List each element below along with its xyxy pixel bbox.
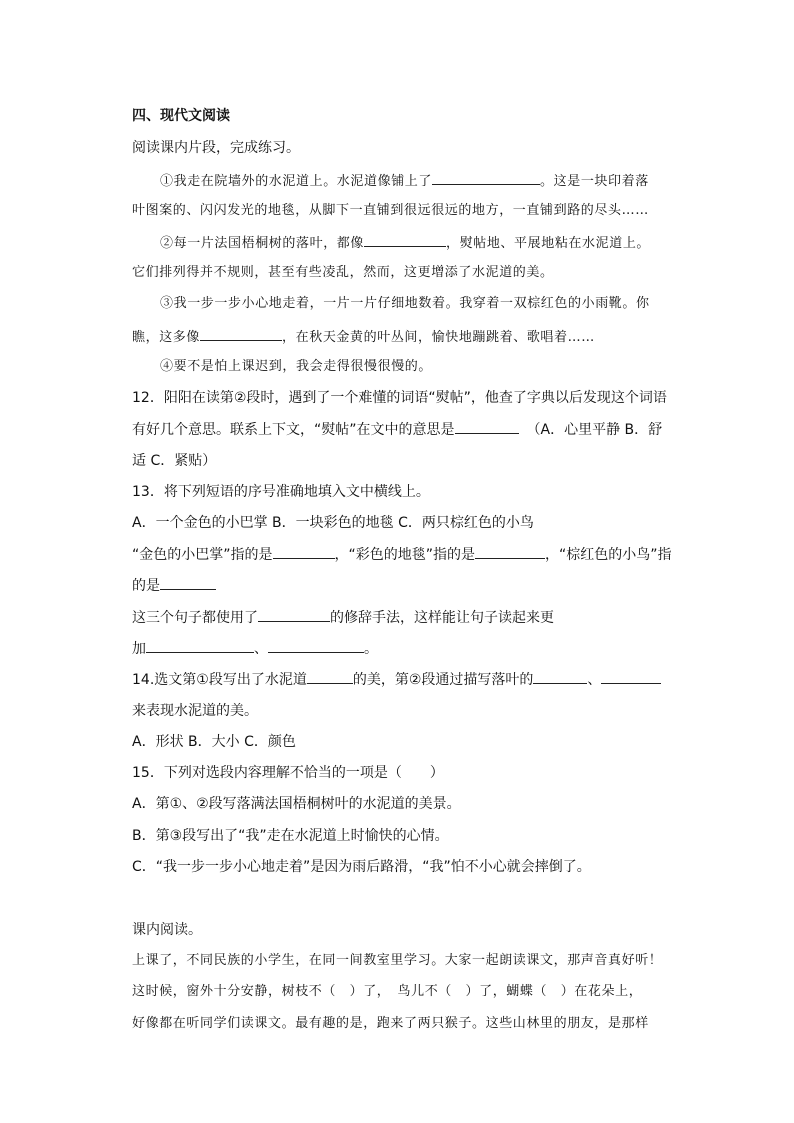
passage-paragraph-1-cont: 叶图案的、闪闪发光的地毯，从脚下一直铺到很远很远的地方，一直铺到路的尽头…… [132,203,649,218]
question-15-option-b: B．第③段写出了“我”走在水泥道上时愉快的心情。 [132,828,449,844]
reading-2-line-1: 上课了，不同民族的小学生，在同一间教室里学习。大家一起朗读课文，那声音真好听！ [132,953,663,968]
question-12-line-2: 有好几个意思。联系上下文，“熨帖”在文中的意思是 （A．心里平静 B．舒 [132,419,662,440]
answer-blank[interactable] [307,669,353,684]
question-15-option-c: C．“我一步一步小心地走着”是因为雨后路滑，“我”怕不小心就会摔倒了。 [132,859,591,875]
answer-blank[interactable] [432,170,540,185]
question-15: 15．下列对选段内容理解不恰当的一项是（ ） [132,765,444,781]
question-13-line-5: 这三个句子都使用了 的修辞手法，这样能让句子读起来更 [132,607,554,628]
question-13: 13．将下列短语的序号准确地填入文中横线上。 [132,484,430,500]
question-15-option-a: A．第①、②段写落满法国梧桐树叶的水泥道的美景。 [132,796,461,812]
reading-2-title: 课内阅读。 [132,922,202,938]
question-14-line-2: 来表现水泥道的美。 [132,703,258,719]
answer-blank[interactable] [455,419,519,434]
passage-paragraph-2: ②每一片法国梧桐树的落叶，都像 ，熨帖地、平展地粘在水泥道上。 [160,232,650,254]
answer-blank[interactable] [601,669,661,684]
question-13-line-4: 的是 [132,575,216,596]
question-14: 14.选文第①段写出了水泥道 的美，第②段通过描写落叶的 、 [132,669,661,690]
answer-blank[interactable] [258,607,330,622]
passage-paragraph-2-cont: 它们排列得并不规则，甚至有些凌乱，然而，这更增添了水泥道的美。 [132,265,554,280]
question-13-line-3: “金色的小巴掌”指的是 ，“彩色的地毯”指的是 ，“棕红色的小鸟”指 [132,544,672,565]
answer-blank[interactable] [146,638,254,653]
answer-blank[interactable] [268,638,364,653]
question-12: 12．阳阳在读第②段时，遇到了一个难懂的词语“熨帖”，他查了字典以后发现这个词语 [132,390,667,406]
answer-blank[interactable] [160,575,216,590]
passage-paragraph-1: ①我走在院墙外的水泥道上。水泥道像铺上了 。这是一块印着落 [160,170,649,192]
question-13-line-6: 加 、 。 [132,638,378,659]
question-13-options: A．一个金色的小巴掌 B．一块彩色的地毯 C．两只棕红色的小鸟 [132,515,534,531]
section-title: 四、现代文阅读 [132,108,230,124]
answer-blank[interactable] [200,326,282,341]
answer-blank[interactable] [273,544,335,559]
reading-2-line-3: 好像都在听同学们读课文。最有趣的是，跑来了两只猴子。这些山林里的朋友，是那样 [132,1016,649,1031]
instruction-text: 阅读课内片段，完成练习。 [132,140,300,156]
reading-2-line-2: 这时候，窗外十分安静，树枝不（ ）了， 鸟儿不（ ）了，蝴蝶（ ）在花朵上， [132,984,643,999]
answer-blank[interactable] [475,544,545,559]
answer-blank[interactable] [364,232,446,247]
question-12-line-3: 适 C．紧贴） [132,453,217,469]
passage-paragraph-3: ③我一步一步小心地走着，一片一片仔细地数着。我穿着一双棕红色的小雨靴。你 [160,296,650,311]
question-14-options: A．形状 B．大小 C．颜色 [132,734,296,750]
passage-paragraph-4: ④要不是怕上课迟到，我会走得很慢很慢的。 [160,359,433,374]
answer-blank[interactable] [533,669,587,684]
passage-paragraph-3-cont: 瞧，这多像 ，在秋天金黄的叶丛间，愉快地蹦跳着、歌唱着…… [132,326,595,348]
